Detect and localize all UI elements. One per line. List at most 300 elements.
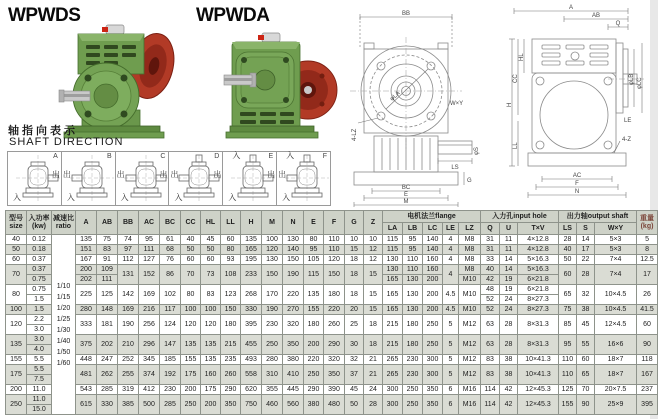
cell-LZ: M12 xyxy=(459,335,481,355)
cell-LB: 95 xyxy=(403,245,423,255)
shaft-direction-cell-B xyxy=(62,151,116,206)
header-weight: 重量 (kg) xyxy=(637,211,658,235)
cell-G: 45 xyxy=(345,385,364,395)
cell-CC: 80 xyxy=(181,285,201,305)
cell-A: 543 xyxy=(76,385,97,395)
cell-G: 50 xyxy=(345,395,364,415)
cell-WT: 41.5 xyxy=(637,305,658,315)
cell-power: 5.5 xyxy=(27,355,52,365)
cell-U: 28 xyxy=(500,315,518,335)
cell-LS: 110 xyxy=(559,355,577,365)
dim-g: G xyxy=(467,178,472,184)
cell-LB: 180 xyxy=(403,335,423,355)
cell-WT: 12.5 xyxy=(637,255,658,265)
cell-A: 202 xyxy=(76,275,97,285)
cell-LS: 125 xyxy=(559,385,577,395)
cell-N: 350 xyxy=(283,335,304,355)
cell-LL: 108 xyxy=(221,265,241,285)
cell-size: 60 xyxy=(6,255,27,265)
cell-LB: 250 xyxy=(403,385,423,395)
cell-M: 190 xyxy=(262,305,283,315)
cell-LE: 4 xyxy=(443,245,459,255)
cell-LS: 85 xyxy=(559,315,577,335)
cell-LS: 28 xyxy=(559,235,577,245)
cell-AC: 412 xyxy=(139,385,160,395)
cell-CC: 155 xyxy=(181,355,201,365)
cell-BB: 190 xyxy=(118,315,139,335)
cell-N: 560 xyxy=(283,395,304,415)
cell-CC: 60 xyxy=(181,255,201,265)
cell-BB: 131 xyxy=(118,265,139,285)
table-row xyxy=(6,385,658,395)
header-dim-AC: AC xyxy=(139,211,160,235)
cell-H: 395 xyxy=(241,315,262,335)
cell-F: 120 xyxy=(324,255,345,265)
cell-Q: 52 xyxy=(481,295,500,305)
cell-LA: 300 xyxy=(383,385,403,395)
cell-TV: 8×27.3 xyxy=(518,295,559,305)
cell-TV: 8×27.3 xyxy=(518,305,559,315)
header-dim-F: F xyxy=(324,211,345,235)
shaft-port-label: 入 xyxy=(13,193,21,202)
cell-WT: 395 xyxy=(637,395,658,415)
cell-CC: 200 xyxy=(181,385,201,395)
cell-U: 28 xyxy=(500,335,518,355)
cell-LA: 130 xyxy=(383,265,403,275)
cell-S: 60 xyxy=(577,355,595,365)
dim-ac: AC xyxy=(572,173,582,179)
cell-N: 380 xyxy=(283,355,304,365)
shaft-direction-letter: A xyxy=(53,153,58,160)
cell-N: 410 xyxy=(283,365,304,385)
cell-HL: 73 xyxy=(201,265,221,285)
cell-AC: 500 xyxy=(139,395,160,415)
shaft-port-label: 出 xyxy=(267,170,276,179)
cell-AB: 75 xyxy=(97,235,118,245)
cell-M: 120 xyxy=(262,245,283,255)
cell-LB: 130 xyxy=(403,305,423,315)
cell-H: 195 xyxy=(241,255,262,265)
cell-power: 0.12 xyxy=(27,235,52,245)
cell-power: 7.5 xyxy=(27,375,52,385)
table-row xyxy=(6,255,658,265)
cell-E: 220 xyxy=(304,355,324,365)
cell-LC: 160 xyxy=(423,255,443,265)
cell-size: 100 xyxy=(6,305,27,315)
header-input-0: Q xyxy=(481,223,500,235)
cell-H: 558 xyxy=(241,365,262,385)
cell-LB: 130 xyxy=(403,275,423,285)
cell-BB: 319 xyxy=(118,385,139,395)
cell-WY: 18×7 xyxy=(595,365,637,385)
table-body xyxy=(6,235,658,415)
cell-F: 150 xyxy=(324,265,345,285)
shaft-direction-letter: F xyxy=(322,153,327,160)
cell-size: 80 xyxy=(6,285,27,305)
cell-WT: 8 xyxy=(637,245,658,255)
cell-S: 70 xyxy=(577,385,595,395)
cell-LA: 165 xyxy=(383,305,403,315)
cell-LC: 200 xyxy=(423,305,443,315)
cell-LE: 4.5 xyxy=(443,285,459,305)
cell-U: 19 xyxy=(500,285,518,295)
cell-LC: 160 xyxy=(423,265,443,275)
cell-LA: 215 xyxy=(383,315,403,335)
cell-E: 95 xyxy=(304,245,324,255)
cell-M: 150 xyxy=(262,265,283,285)
cell-N: 445 xyxy=(283,385,304,395)
cell-TV: 6×21.8 xyxy=(518,285,559,295)
cell-AC: 111 xyxy=(139,245,160,255)
cell-F: 350 xyxy=(324,365,345,385)
cell-TV: 4×12.8 xyxy=(518,245,559,255)
cell-TV: 12×45.3 xyxy=(518,385,559,395)
cell-Z: 12 xyxy=(364,245,383,255)
cell-U: 14 xyxy=(500,255,518,265)
table-row xyxy=(6,265,658,275)
shaft-direction-cell-A xyxy=(7,151,62,206)
cell-size: 250 xyxy=(6,395,27,415)
cell-WY: 25×9 xyxy=(595,395,637,415)
cell-M: 310 xyxy=(262,365,283,385)
dim-wy: W×Y xyxy=(450,101,464,107)
cell-AB: 202 xyxy=(97,335,118,355)
cell-LL: 215 xyxy=(221,335,241,355)
cell-Q: 33 xyxy=(481,255,500,265)
dim-lc: φLC xyxy=(637,77,643,89)
shaft-port-label: 出 xyxy=(170,170,179,179)
cell-power: 15.0 xyxy=(27,405,52,415)
header-ratio: 减速比 ratio xyxy=(52,211,76,235)
cell-LZ: M10 xyxy=(459,285,481,305)
cell-LL: 350 xyxy=(221,395,241,415)
cell-CC: 50 xyxy=(181,245,201,255)
cell-BC: 61 xyxy=(160,235,181,245)
cell-LE: 4.5 xyxy=(443,305,459,315)
cell-BC: 285 xyxy=(160,395,181,415)
header-dim-M: M xyxy=(262,211,283,235)
cell-A: 448 xyxy=(76,355,97,365)
table-row xyxy=(6,395,658,405)
cell-TV: 5×16.3 xyxy=(518,265,559,275)
cell-TV: 8×31.3 xyxy=(518,315,559,335)
cell-LB: 110 xyxy=(403,265,423,275)
header-input-1: U xyxy=(500,223,518,235)
cell-Z: 21 xyxy=(364,355,383,365)
cell-power: 4.0 xyxy=(27,345,52,355)
cell-N: 270 xyxy=(283,305,304,315)
header-dim-BC: BC xyxy=(160,211,181,235)
cell-A: 375 xyxy=(76,335,97,355)
header-size: 型号 size xyxy=(6,211,27,235)
cell-power: 1.5 xyxy=(27,295,52,305)
cell-BB: 385 xyxy=(118,395,139,415)
cell-CC: 175 xyxy=(181,365,201,385)
cell-TV: 10×41.3 xyxy=(518,355,559,365)
cell-power: 5.5 xyxy=(27,365,52,375)
cell-A: 167 xyxy=(76,255,97,265)
cell-LS: 110 xyxy=(559,365,577,385)
table-row xyxy=(6,245,658,255)
cell-U: 14 xyxy=(500,265,518,275)
cell-LE: 5 xyxy=(443,365,459,385)
cell-S: 22 xyxy=(577,255,595,265)
dim-lz: 4-LZ xyxy=(352,128,358,141)
cell-Z: 18 xyxy=(364,315,383,335)
header-dim-N: N xyxy=(283,211,304,235)
header-LE: LE xyxy=(443,223,459,235)
cell-LE: 4 xyxy=(443,235,459,245)
cell-F: 110 xyxy=(324,245,345,255)
cell-LL: 80 xyxy=(221,245,241,255)
cell-AB: 247 xyxy=(97,355,118,365)
cell-AC: 127 xyxy=(139,255,160,265)
cell-power: 0.75 xyxy=(27,285,52,295)
cell-Z: 10 xyxy=(364,235,383,245)
cell-LS: 95 xyxy=(559,335,577,355)
cell-LS: 65 xyxy=(559,285,577,305)
dim-e: E xyxy=(403,192,409,198)
cell-G: 30 xyxy=(345,335,364,355)
cell-AC: 296 xyxy=(139,335,160,355)
cell-power: 3.0 xyxy=(27,335,52,345)
cell-LA: 115 xyxy=(383,245,403,255)
cell-LA: 165 xyxy=(383,275,403,285)
dim-s: φS xyxy=(474,147,480,155)
cell-S: 55 xyxy=(577,335,595,355)
shaft-direction-letter: B xyxy=(106,153,112,160)
cell-S: 65 xyxy=(577,365,595,385)
cell-CC: 40 xyxy=(181,235,201,245)
shaft-port-label: 出 xyxy=(62,170,71,179)
cell-LL: 260 xyxy=(221,365,241,385)
cell-size: 135 xyxy=(6,335,27,355)
cell-F: 320 xyxy=(324,355,345,365)
cell-U: 11 xyxy=(500,245,518,255)
cell-LC: 140 xyxy=(423,245,443,255)
cell-F: 480 xyxy=(324,395,345,415)
cell-LC: 250 xyxy=(423,315,443,335)
cell-size: 70 xyxy=(6,265,27,285)
cell-M: 230 xyxy=(262,315,283,335)
cell-Q: 40 xyxy=(481,265,500,275)
cell-A: 481 xyxy=(76,365,97,385)
cell-U: 24 xyxy=(500,295,518,305)
cell-LA: 265 xyxy=(383,355,403,365)
cell-E: 155 xyxy=(304,305,324,315)
shaft-port-label: 入 xyxy=(120,193,129,202)
cell-power: 0.37 xyxy=(27,265,52,275)
cell-G: 37 xyxy=(345,365,364,385)
cell-TV: 6×21.8 xyxy=(518,275,559,285)
cell-LS: 40 xyxy=(559,245,577,255)
shaft-port-label: 入 xyxy=(66,193,75,202)
cell-M: 460 xyxy=(262,395,283,415)
cell-AB: 125 xyxy=(97,285,118,305)
cell-AC: 216 xyxy=(139,305,160,315)
cell-WY: 10×4.5 xyxy=(595,285,637,305)
cell-LA: 165 xyxy=(383,285,403,305)
cell-U: 24 xyxy=(500,305,518,315)
shaft-port-label: 入 xyxy=(286,151,295,160)
cell-E: 80 xyxy=(304,235,324,245)
cell-CC: 120 xyxy=(181,315,201,335)
cell-HL: 135 xyxy=(201,355,221,365)
cell-E: 290 xyxy=(304,385,324,395)
cell-G: 18 xyxy=(345,255,364,265)
cell-A: 280 xyxy=(76,305,97,315)
cell-WT: 17 xyxy=(637,265,658,285)
cell-LC: 250 xyxy=(423,335,443,355)
dim-n: N xyxy=(574,189,580,195)
dim-h: H xyxy=(507,102,513,107)
shaft-port-label: 入 xyxy=(228,193,237,202)
cell-G: 25 xyxy=(345,315,364,335)
cell-power: 2.2 xyxy=(27,315,52,325)
cell-A: 333 xyxy=(76,315,97,335)
cell-S: 45 xyxy=(577,315,595,335)
cell-M: 355 xyxy=(262,385,283,395)
header-dim-CC: CC xyxy=(181,211,201,235)
cell-power: 3.0 xyxy=(27,325,52,335)
cell-BB: 142 xyxy=(118,285,139,305)
cell-A: 151 xyxy=(76,245,97,255)
header-LZ: LZ xyxy=(459,223,481,235)
cell-H: 455 xyxy=(241,335,262,355)
cell-WY: 20×7.5 xyxy=(595,385,637,395)
cell-LE: 4 xyxy=(443,255,459,265)
cell-WT: 167 xyxy=(637,365,658,385)
cell-WT: 90 xyxy=(637,335,658,355)
cell-S: 32 xyxy=(577,285,595,305)
cell-WT: 118 xyxy=(637,355,658,365)
header-dim-E: E xyxy=(304,211,324,235)
cell-LS: 50 xyxy=(559,255,577,265)
cell-size: 120 xyxy=(6,315,27,335)
dim-a: A xyxy=(568,5,574,11)
cell-CC: 100 xyxy=(181,305,201,315)
dim-ab: AB xyxy=(591,13,601,19)
cell-HL: 60 xyxy=(201,255,221,265)
dim-lb: φLB xyxy=(629,73,635,85)
cell-S: 14 xyxy=(577,235,595,245)
cell-BC: 68 xyxy=(160,245,181,255)
cell-M: 280 xyxy=(262,355,283,365)
cell-H: 268 xyxy=(241,285,262,305)
shaft-direction-letter: C xyxy=(160,153,166,160)
shaft-direction-cell-E xyxy=(223,151,277,206)
header-input-2: T×V xyxy=(518,223,559,235)
cell-AB: 83 xyxy=(97,245,118,255)
dim-q: Q xyxy=(615,21,621,27)
cell-size: 200 xyxy=(6,385,27,395)
header-dim-G: G xyxy=(345,211,364,235)
cell-BB: 74 xyxy=(118,235,139,245)
cell-S: 17 xyxy=(577,245,595,255)
table-row xyxy=(6,365,658,375)
shaft-port-label: 出 xyxy=(159,170,168,179)
cell-LZ: M12 xyxy=(459,355,481,365)
shaft-direction-cell-D xyxy=(169,151,223,206)
cell-TV: 5×16.3 xyxy=(518,255,559,265)
cell-LE: 6 xyxy=(443,395,459,415)
cell-Q: 42 xyxy=(481,275,500,285)
wpwda-photo xyxy=(224,18,336,140)
cell-LZ: M8 xyxy=(459,235,481,245)
dim-la: φLA xyxy=(389,90,402,103)
cell-A: 225 xyxy=(76,285,97,305)
cell-S: 38 xyxy=(577,305,595,315)
header-dim-Z: Z xyxy=(364,211,383,235)
cell-LB: 110 xyxy=(403,255,423,265)
cell-LZ: M16 xyxy=(459,385,481,395)
cell-A: 200 xyxy=(76,265,97,275)
cell-AB: 148 xyxy=(97,305,118,315)
cell-Z: 15 xyxy=(364,285,383,305)
cell-LC: 350 xyxy=(423,385,443,395)
cell-LA: 265 xyxy=(383,365,403,385)
cell-AB: 111 xyxy=(97,275,118,285)
cell-CC: 250 xyxy=(181,395,201,415)
cell-E: 115 xyxy=(304,265,324,285)
cell-LZ: M10 xyxy=(459,305,481,315)
cell-U: 42 xyxy=(500,385,518,395)
cell-Q: 31 xyxy=(481,245,500,255)
cell-BC: 124 xyxy=(160,315,181,335)
cell-AC: 256 xyxy=(139,315,160,335)
cell-N: 140 xyxy=(283,245,304,255)
cell-Z: 12 xyxy=(364,255,383,265)
table-row xyxy=(6,335,658,345)
cell-LZ: M12 xyxy=(459,365,481,385)
dim-ll: LL xyxy=(513,142,519,149)
cell-N: 130 xyxy=(283,235,304,245)
cell-F: 220 xyxy=(324,305,345,315)
cell-H: 620 xyxy=(241,385,262,395)
header-power: 入功率 (kw) xyxy=(27,211,52,235)
cell-G: 10 xyxy=(345,235,364,245)
dim-bc: BC xyxy=(401,185,411,191)
cell-Q: 48 xyxy=(481,285,500,295)
cell-E: 180 xyxy=(304,315,324,335)
header-dim-H: H xyxy=(241,211,262,235)
cell-LL: 235 xyxy=(221,355,241,365)
cell-HL: 135 xyxy=(201,335,221,355)
table-row xyxy=(6,235,658,245)
cell-LZ: M8 xyxy=(459,265,481,275)
cell-HL: 45 xyxy=(201,235,221,245)
cell-Q: 63 xyxy=(481,315,500,335)
shaft-direction-title-cn: 轴指向表示 xyxy=(8,125,78,137)
cell-TV: 4×12.8 xyxy=(518,235,559,245)
cell-BB: 169 xyxy=(118,305,139,315)
cell-F: 290 xyxy=(324,335,345,355)
cell-AB: 262 xyxy=(97,365,118,385)
cell-U: 11 xyxy=(500,235,518,245)
header-dim-BB: BB xyxy=(118,211,139,235)
dim-ls: LS xyxy=(451,165,459,171)
cell-TV: 10×41.3 xyxy=(518,365,559,385)
cell-N: 220 xyxy=(283,285,304,305)
cell-Z: 18 xyxy=(364,335,383,355)
cell-H: 165 xyxy=(241,245,262,255)
cell-Q: 31 xyxy=(481,235,500,245)
cell-AC: 345 xyxy=(139,355,160,365)
cell-HL: 50 xyxy=(201,245,221,255)
shaft-direction-letter: D xyxy=(214,153,220,160)
cell-Q: 63 xyxy=(481,335,500,355)
cell-Q: 114 xyxy=(481,385,500,395)
